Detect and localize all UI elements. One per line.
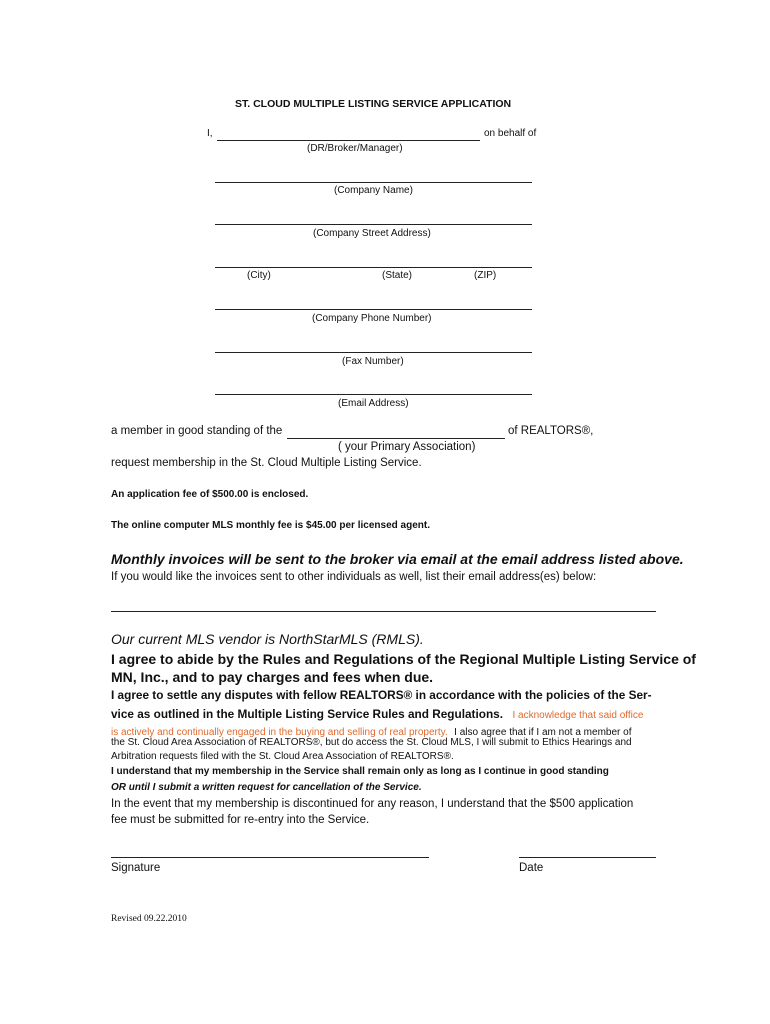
- application-fee-text: An application fee of $500.00 is enclosed.: [111, 489, 309, 500]
- revised-date: Revised 09.22.2010: [111, 914, 187, 924]
- request-membership-text: request membership in the St. Cloud Multiple Listing Service.: [111, 457, 422, 469]
- mls-vendor-text: Our current MLS vendor is NorthStarMLS (RMLS).: [111, 631, 424, 647]
- primary-association-label: ( your Primary Association): [338, 441, 476, 453]
- good-standing-text: I understand that my membership in the Service shall remain only as long as I continue in good standing: [111, 766, 609, 777]
- email-label: (Email Address): [338, 398, 409, 409]
- monthly-fee-text: The online computer MLS monthly fee is $45.00 per licensed agent.: [111, 520, 430, 531]
- discontinued-line-2: fee must be submitted for re-entry into the Service.: [111, 814, 370, 826]
- on-behalf-of-label: on behalf of: [484, 128, 537, 139]
- rules-line-1: I agree to abide by the Rules and Regulations of the Regional Multiple Listing Service of: [111, 651, 696, 667]
- street-address-field[interactable]: [215, 224, 532, 225]
- fax-field[interactable]: [215, 352, 532, 353]
- street-address-label: (Company Street Address): [313, 228, 431, 239]
- acknowledge-text-1: I acknowledge that said office: [512, 710, 644, 721]
- settle-disputes-line-2: [111, 705, 643, 723]
- date-field[interactable]: [519, 857, 656, 858]
- signature-label: Signature: [111, 862, 161, 874]
- fax-label: (Fax Number): [342, 356, 404, 367]
- settle-disputes-line-1: I agree to settle any disputes with fellow REALTORS® in accordance with the policies of the Ser-: [111, 688, 652, 702]
- city-state-zip-field[interactable]: [215, 267, 532, 268]
- acknowledge-text-2: is actively and continually engaged in the buying and selling of real property.: [111, 727, 448, 738]
- member-text: a member in good standing of the: [111, 425, 283, 437]
- city-label: (City): [247, 270, 271, 281]
- monthly-invoices-heading: Monthly invoices will be sent to the broker via email at the email address listed above.: [111, 551, 684, 567]
- date-label: Date: [519, 862, 544, 874]
- state-label: (State): [382, 270, 413, 281]
- zip-label: (ZIP): [474, 270, 497, 281]
- ethics-hearings-text: the St. Cloud Area Association of REALTORS®, but do access the St. Cloud MLS, I will submit to Ethics Hearings and: [111, 737, 632, 748]
- discontinued-line-1: In the event that my membership is discontinued for any reason, I understand that the $500 application: [111, 798, 634, 810]
- additional-emails-field[interactable]: [111, 611, 656, 612]
- rules-line-2: MN, Inc., and to pay charges and fees when due.: [111, 669, 434, 685]
- company-name-field[interactable]: [215, 182, 532, 183]
- invoices-instruction: If you would like the invoices sent to other individuals as well, list their email address(es) below:: [111, 571, 597, 583]
- phone-field[interactable]: [215, 309, 532, 310]
- dr-broker-field[interactable]: [217, 140, 480, 141]
- of-realtors-text: of REALTORS®,: [508, 425, 594, 437]
- signature-field[interactable]: [111, 857, 429, 858]
- i-prefix: I,: [207, 128, 213, 139]
- company-name-label: (Company Name): [334, 185, 413, 196]
- email-field[interactable]: [215, 394, 532, 395]
- phone-label: (Company Phone Number): [312, 313, 432, 324]
- dr-broker-label: (DR/Broker/Manager): [307, 143, 403, 154]
- arbitration-text: Arbitration requests filed with the St. Cloud Area Association of REALTORS®.: [111, 751, 454, 762]
- settle-disputes-text: vice as outlined in the Multiple Listing Service Rules and Regulations.: [111, 707, 503, 721]
- cancellation-text: OR until I submit a written request for cancellation of the Service.: [111, 782, 422, 793]
- primary-association-field[interactable]: [287, 438, 505, 439]
- also-agree-text: I also agree that if I am not a member of: [454, 727, 632, 738]
- form-title: ST. CLOUD MULTIPLE LISTING SERVICE APPLICATION: [235, 98, 512, 110]
